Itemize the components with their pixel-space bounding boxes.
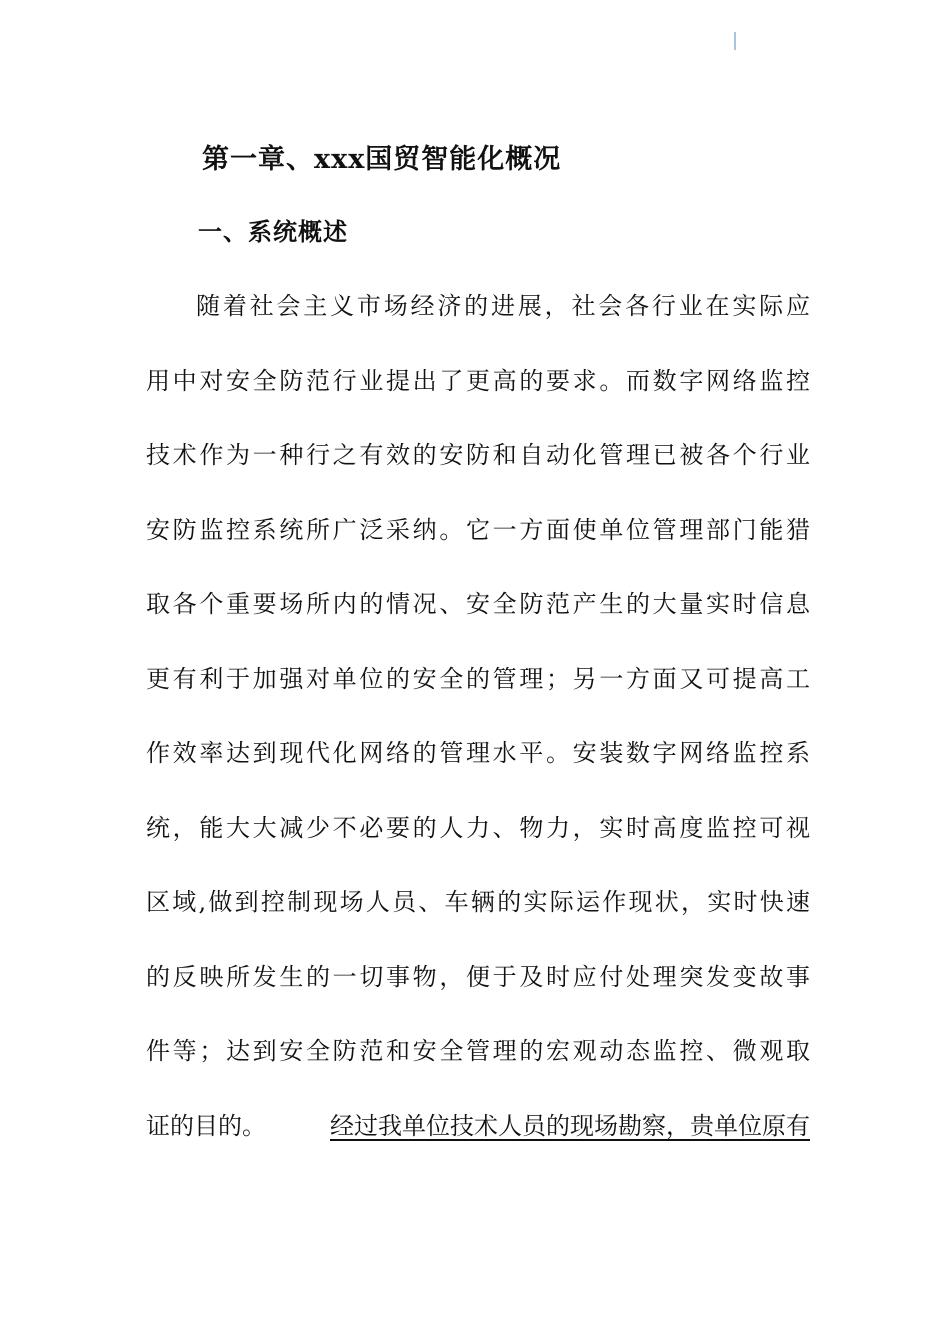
paragraph-line-last	[146, 1104, 810, 1179]
paragraph-line: 更有利于加强对单位的安全的管理；另一方面又可提高工	[146, 664, 810, 693]
paragraph-line: 的反映所发生的一切事物，便于及时应付处理突发变故事	[146, 962, 810, 991]
paragraph-line: 作效率达到现代化网络的管理水平。安装数字网络监控系	[146, 739, 810, 767]
paragraph-line: 区域,做到控制现场人员、车辆的实际运作现状，实时快速	[146, 888, 810, 916]
last-line-underlined-text: 经过我单位技术人员的现场勘察，贵单位原有	[330, 1111, 810, 1140]
last-line-plain-text: 证的目的。	[146, 1111, 266, 1140]
corner-marker	[734, 32, 736, 50]
paragraph-line: 统，能大大减少不必要的人力、物力，实时高度监控可视	[146, 813, 810, 842]
paragraph-line: 用中对安全防范行业提出了更高的要求。而数字网络监控	[146, 366, 810, 395]
paragraph-line: 取各个重要场所内的情况、安全防范产生的大量实时信息	[146, 590, 810, 618]
section-title: 一、系统概述	[198, 217, 348, 246]
chapter-title: 第一章、xxx国贸智能化概况	[202, 144, 562, 175]
paragraph-line: 随着社会主义市场经济的进展，社会各行业在实际应	[196, 292, 810, 320]
paragraph-line: 技术作为一种行之有效的安防和自动化管理已被各个行业	[146, 441, 810, 469]
paragraph-line: 安防监控系统所广泛采纳。它一方面使单位管理部门能猎	[146, 515, 810, 544]
paragraph-line: 件等；达到安全防范和安全管理的宏观动态监控、微观取	[146, 1037, 810, 1065]
body-paragraph	[146, 284, 810, 1178]
